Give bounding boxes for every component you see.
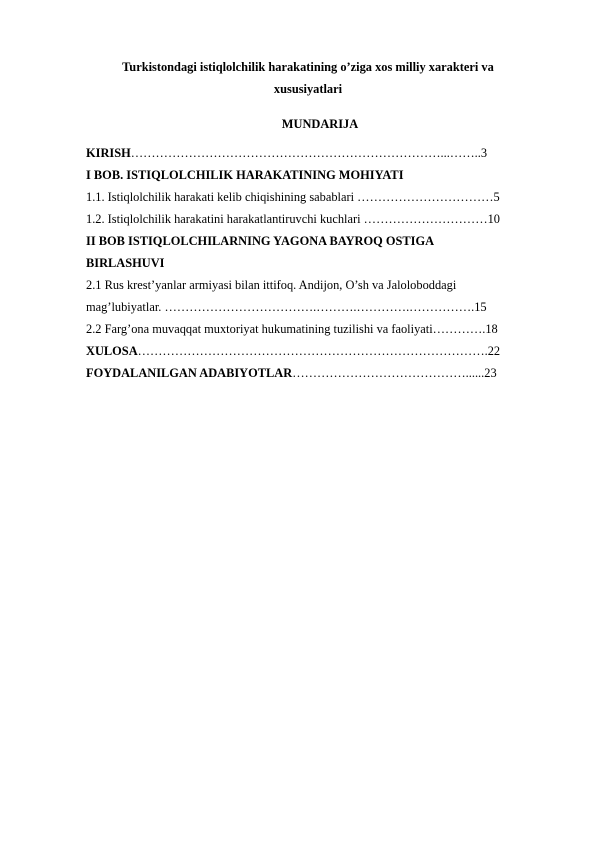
toc-entry-text: 2.2 Farg’ona muvaqqat muxtoriyat hukumatining tuzilishi va faoliyati [86,322,433,336]
toc-entry-text: BIRLASHUVI [86,256,165,270]
toc-leader-dots: …………. [432,322,486,336]
toc-leader-dots: …………………………… [357,190,494,204]
toc-entry-chapter-2 [86,230,556,252]
toc-entry-text: FOYDALANILGAN ADABIYOTLAR [86,366,293,380]
toc-entry-text: KIRISH [86,146,131,160]
toc-entry-2-1-cont [86,296,556,318]
toc-leader-dots: …………………………………………………………………………. [137,344,488,358]
toc-leader-dots: ……………………………………...... [292,366,485,380]
toc-entry-chapter-2-cont [86,252,556,274]
toc-page-number: 18 [485,322,498,336]
toc-entry-kirish [86,142,556,164]
toc-leader-dots: ………………………… [363,212,488,226]
toc-page-number: 22 [487,344,501,358]
toc-entry-2-1 [86,274,556,296]
title-line-1: Turkistondagi istiqlolchilik harakatining o’ziga xos milliy xarakteri va [122,60,494,74]
toc-page-number: 5 [493,190,500,204]
toc-heading: MUNDARIJA [281,117,359,131]
title-line-2: xususiyatlari [273,82,343,96]
toc-entry-chapter-1 [86,164,556,186]
toc-entry-xulosa [86,340,556,362]
toc-page-number: 10 [487,212,500,226]
toc-entry-1-2 [86,208,556,230]
toc-entry-2-2 [86,318,556,340]
toc-page-number: 3 [480,146,488,160]
toc-page-number: 23 [484,366,497,380]
toc-leader-dots: …………………………………………………………………...…….. [130,146,481,160]
toc-entry-text: II BOB ISTIQLOLCHILARNING YAGONA BAYROQ OSTIGA [86,234,435,248]
toc-entry-text: I BOB. ISTIQLOLCHILIK HARAKATINING MOHIYATI [86,168,404,182]
document-title [80,56,536,100]
toc-entry-text: XULOSA [86,344,138,358]
toc-entry-text: 1.2. Istiqlolchilik harakatini harakatlantiruvchi kuchlari [86,212,364,226]
toc-leader-dots: ……………………………….……….………….……………. [164,300,475,314]
toc-page-number: 15 [474,300,487,314]
toc-entry-adabiyotlar [86,362,556,384]
table-of-contents [86,142,556,384]
toc-entry-text: 2.1 Rus krest’yanlar armiyasi bilan ittifoq. Andijon, O’sh va Jaloloboddagi [86,278,457,292]
toc-entry-1-1 [86,186,556,208]
toc-entry-text: mag’lubiyatlar. [86,300,165,314]
toc-entry-text: 1.1. Istiqlolchilik harakati kelib chiqishining sabablari [86,190,358,204]
